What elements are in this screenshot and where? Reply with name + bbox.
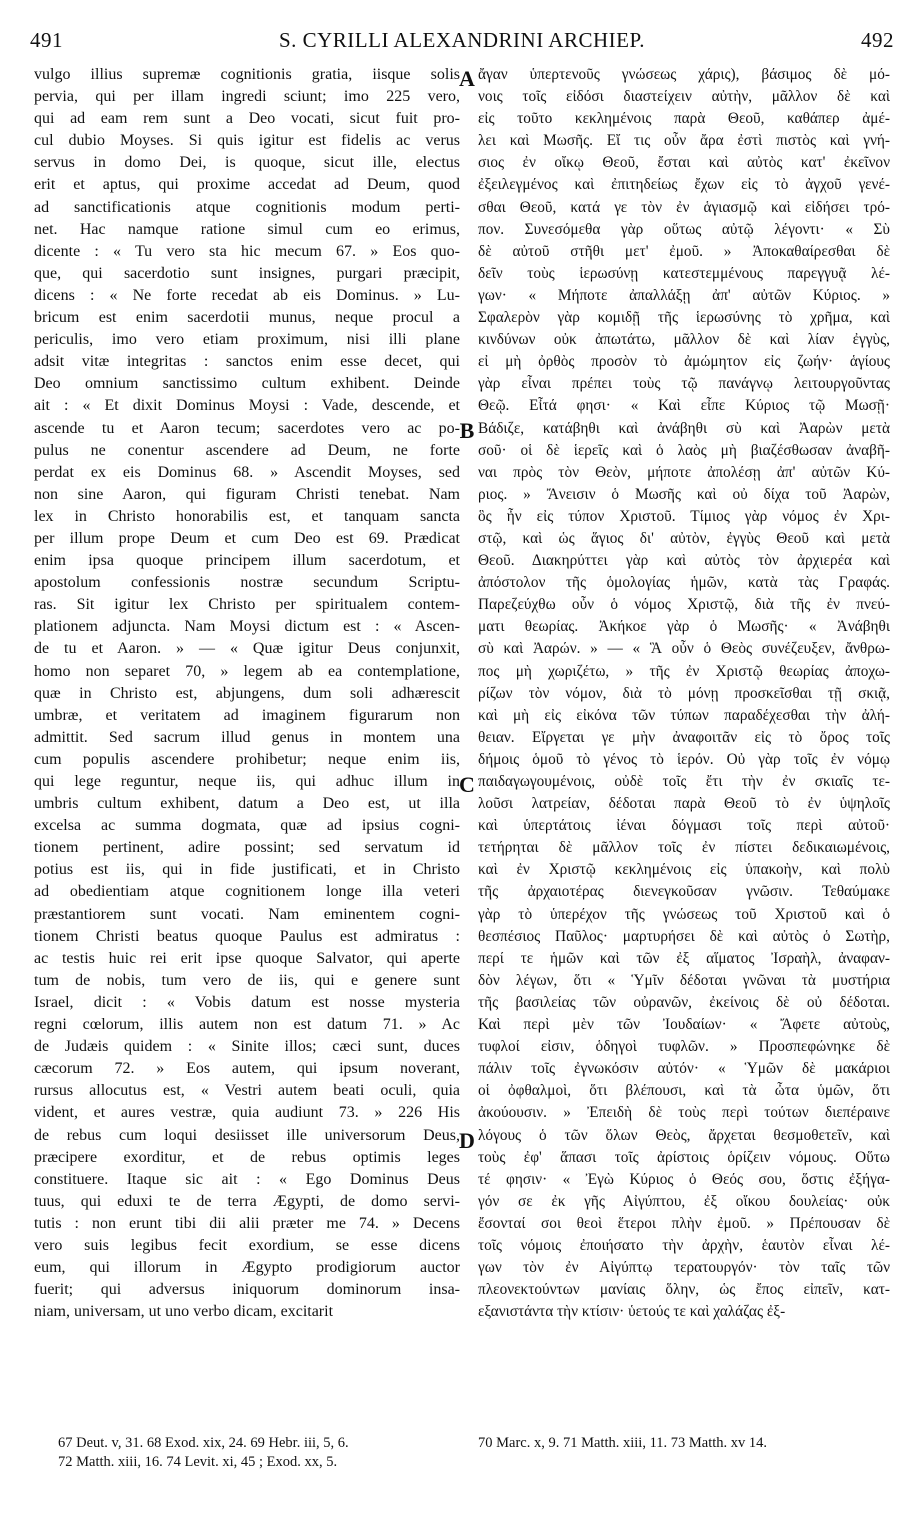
text-line: δεῖν τοὺς ἱερωσύνῃ κατεστεμμένους παρεγγυᾷ λέ- — [478, 264, 890, 282]
text-line: οἱ ὀφθαλμοὶ, ὅτι βλέπουσι, καὶ τὰ ὦτα ὑμῶν, ὅτι — [478, 1082, 890, 1100]
text-line: præcipere exorditur, et de rebus optimis leges — [34, 1148, 460, 1166]
text-line: tionem Christi beatus quoque Paulus est admiratus : — [34, 927, 460, 945]
text-line: dicens : « Ne forte recedat ab eis Dominus. » Lu- — [34, 286, 460, 304]
text-line: θειαν. Εἴργεται γε μὴν ἀναφοιτᾶν εἰς τὸ ὄρος τοῖς — [478, 728, 890, 746]
text-line: cul dubio Moyses. Si quis igitur est fidelis ac verus — [34, 132, 460, 150]
text-line: enim ipsa quoque principem illum sacerdotum, et — [34, 552, 460, 570]
text-line: ἄγαν ὑπερτενοῦς γνώσεως χάρις), βάσιμος δὲ μό- — [478, 66, 890, 83]
text-line: εἰ μὴ ὀρθὸς προσὸν τὸ ἀμώμητον εἰς ζωήν· ἁγίους — [478, 353, 890, 371]
text-line: per illum prope Deum et cum Deo est 69. Prædicat — [34, 529, 460, 547]
text-line: θεσπέσιος Παῦλος· μαρτυρήσει δὲ καὶ αὐτὸς ὁ Σωτὴρ, — [478, 927, 890, 945]
text-line: excelsa ac summa dogmata, quæ ad ipsius cogni- — [34, 817, 460, 835]
text-line: γων· « Μήποτε ἀπαλλάξῃ ἀπ' αὐτῶν Κύριος. » — [478, 286, 890, 304]
greek-column — [478, 64, 890, 1323]
text-line: Israel, dicit : « Vobis datum est nosse mysteria — [34, 993, 460, 1011]
text-line: σοῦ· οἱ δὲ ἱερεῖς καὶ ὁ λαὸς μὴ βιαζέσθωσαν ἀναβῆ- — [478, 441, 890, 459]
text-line: constituere. Itaque sic ait : « Ego Dominus Deus — [34, 1170, 460, 1188]
text-line: dicente : « Tu vero sta hic mecum 67. » Eos quo- — [34, 242, 460, 260]
text-line: qui lege reguntur, neque iis, qui adhuc illum in — [34, 773, 460, 790]
running-title: S. CYRILLI ALEXANDRINI ARCHIEP. — [278, 28, 646, 52]
text-line: πον. Συνεσόμεθα γὰρ οὕτως αὐτῷ λέγοντι· « Σὺ — [478, 220, 890, 238]
text-line: λει καὶ Μωσῆς. Εἴ τις οὖν ἄρα ἐστὶ πιστὸς καὶ γνή- — [478, 132, 890, 150]
margin-letter-d: D — [459, 1128, 475, 1153]
footnote-line: 67 Deut. v, 31. 68 Exod. xix, 24. 69 Hebr. iii, 5, 6. — [58, 1435, 349, 1451]
text-line: ρίζων τὸν νόμον, διὰ τὸ μόνῃ προσκεῖσθαι τῇ σκιᾷ, — [478, 684, 890, 702]
text-line: tionem pertinent, adire possint; sed servatum id — [34, 839, 460, 857]
text-line: πλεονεκτούντων μανίαις ὅλην, ὡς ἔπος εἰπεῖν, κατ- — [478, 1281, 890, 1299]
footnotes-right — [478, 1434, 890, 1453]
text-line: ναι πρὸς τὸν Θεὸν, μήποτε ἀπολέσῃ ἀπ' αὐτῶν Κύ- — [478, 463, 890, 481]
text-line: τῆς ἀρχαιοτέρας διενεγκοῦσαν γνῶσιν. Τεθαύμακε — [478, 883, 890, 901]
text-line: παιδαγωγουμένοις, οὐδὲ τοῖς ἔτι τὴν ἐν σκιαῖς τε- — [478, 773, 890, 790]
text-line: καὶ μὴ εἰς εἰκόνα τῶν τύπων παραδέχεσθαι τὴν ἀλή- — [478, 706, 890, 724]
text-line: cum populis ascendere prohibetur; neque enim iis, — [34, 750, 460, 768]
running-header — [30, 28, 894, 58]
text-line: νοις τοῖς εἰδόσι διαστείχειν αὐτὴν, μᾶλλον δὲ καὶ — [478, 88, 890, 106]
text-line: καὶ ἐν Χριστῷ κεκλημένοις εἰς ὑπακοὴν, καὶ πολὺ — [478, 861, 890, 879]
text-line: τετήρηται δὲ μᾶλλον τοῖς ἐν πίστει δεδικαιωμένοις, — [478, 839, 890, 857]
text-line: ad obedientiam atque cognitionem longe illa veteri — [34, 883, 460, 901]
margin-letter-c: C — [459, 772, 475, 797]
footnotes-left — [58, 1434, 468, 1472]
text-line: γων τὸν ἐν Αἰγύπτῳ τερατουργόν· τὸν ταῖς τῶν — [478, 1259, 890, 1277]
text-line: δὲ αὐτοῦ στῆθι μετ' ἐμοῦ. » Ἀποκαθαίρεσθαι δὲ — [478, 242, 890, 260]
text-line: περί τε ἡμῶν καὶ τῶν ἐξ αἵματος Ἰσραὴλ, ἀναφαν- — [478, 949, 890, 967]
text-line: Καὶ περὶ μὲν τῶν Ἰουδαίων· « Ἄφετε αὐτοὺς, — [478, 1016, 890, 1034]
text-line: cæcorum 72. » Eos autem, qui ipsum noverant, — [34, 1060, 460, 1078]
text-line: de tu et Aaron. » — « Quæ igitur Deus conjunxit, — [34, 640, 460, 658]
text-line: de rebus cum loqui desiisset ille universorum Deus, — [34, 1126, 460, 1144]
text-line: lex in Christo honorabilis est, et tanquam sancta — [34, 507, 460, 525]
text-line: perdat ex eis Dominus 68. » Ascendit Moyses, sed — [34, 463, 460, 481]
text-line: tuus, qui eduxi te de terra Ægypti, de domo servi- — [34, 1192, 460, 1210]
text-line: γόν σε ἐκ γῆς Αἰγύπτου, ἐξ οἴκου δουλείας· οὐκ — [478, 1192, 890, 1210]
text-line: regni cœlorum, illis autem non est datum 71. » Ac — [34, 1016, 460, 1034]
text-line: homo non separet 70, » legem ab ea contemplatione, — [34, 662, 460, 680]
text-line: Deo omnium sanctissimo cultum exhibent. Deinde — [34, 375, 460, 393]
text-line: γὰρ τὸ ὑπερέχον τῆς γνώσεως τοῦ Χριστοῦ καὶ ὁ — [478, 905, 890, 923]
text-line: ματι θεωρίας. Ἀκήκοε γὰρ ὁ Μωσῆς· « Ἀνάβηθι — [478, 618, 890, 636]
text-line: σὺ καὶ Ἀαρών. » — « Ἃ οὖν ὁ Θεὸς συνέζευξεν, ἄνθρω- — [478, 640, 890, 658]
text-line: γὰρ εἶναι πρέπει τοὺς τῷ πανάγνῳ λειτουργοῦντας — [478, 375, 890, 393]
margin-letter-a: A — [459, 66, 475, 91]
footnote-line: 72 Matth. xiii, 16. 74 Levit. xi, 45 ; Exod. xx, 5. — [58, 1454, 338, 1470]
text-line: Θεοῦ. Διακηρύττει γὰρ καὶ αὐτὸς τὸν ἀρχιερέα καὶ — [478, 552, 890, 570]
latin-column — [34, 64, 460, 1323]
text-line: ἔσονταί σοι θεοὶ ἕτεροι πλὴν ἐμοῦ. » Πρέπουσαν δὲ — [478, 1214, 890, 1232]
text-line: καὶ ὑπερτάτοις ἰέναι δόγμασι τοῖς περὶ αὐτοῦ· — [478, 817, 890, 835]
text-line: ad sanctificationis atque cognitionis modum perti- — [34, 198, 460, 216]
text-line: umbræ, et veritatem ad imaginem figurarum non — [34, 706, 460, 724]
text-line: σιος ἐν οἴκῳ Θεοῦ, ἔσται καὶ αὐτὸς κατ' ἐκεῖνον — [478, 154, 890, 172]
text-line: vero suis legibus fecit exordium, se esse dicens — [34, 1236, 460, 1254]
text-line: τῆς βασιλείας τῶν οὐρανῶν, ἐκείνοις δὲ οὐ δέδοται. — [478, 993, 890, 1011]
text-line: δήμοις ὁμοῦ τὸ γένος τὸ ἱερόν. Οὐ γὰρ τοῖς ἐν νόμῳ — [478, 750, 890, 768]
text-line: ras. Sit igitur lex Christo per spiritualem contem- — [34, 596, 460, 614]
text-line: λόγους ὁ τῶν ὅλων Θεὸς, ἄρχεται θεσμοθετεῖν, καὶ — [478, 1126, 890, 1144]
text-line: vident, et aures vestræ, quia audiunt 73. » 226 His — [34, 1104, 460, 1122]
text-line: στῷ, καὶ ὡς ἅγιος δι' αὐτὸν, ἐγγὺς Θεοῦ καὶ μετὰ — [478, 529, 890, 547]
text-line: ὃς ἦν εἰς τύπον Χριστοῦ. Τίμιος γὰρ νόμος ἐν Χρι- — [478, 507, 890, 525]
text-line: rursus allocutus est, « Vestri autem beati oculi, quia — [34, 1082, 460, 1100]
text-line: tum de nobis, tum vero de iis, qui e genere sunt — [34, 971, 460, 989]
text-line: εξανιστάντα τὴν κτίσιν· ὑετούς τε καὶ χαλάζας ἐξ- — [478, 1303, 786, 1321]
text-line: quæ in Christo est, abjungens, dum soli adhærescit — [34, 684, 460, 702]
text-line: eum, qui illorum in Ægypto prodigiorum auctor — [34, 1259, 460, 1277]
text-line: erit et aptus, qui proxime accedat ad Deum, quod — [34, 176, 460, 194]
text-line: niam, universam, ut uno verbo dicam, excitarit — [34, 1303, 334, 1321]
text-line: τέ φησιν· « Ἐγὼ Κύριος ὁ Θεός σου, ὅστις ἐξήγα- — [478, 1170, 890, 1188]
text-line: ριος. » Ἄνεισιν ὁ Μωσῆς καὶ οὐ δίχα τοῦ Ἀαρὼν, — [478, 485, 890, 503]
text-line: Θεῷ. Εἶτά φησι· « Καὶ εἶπε Κύριος τῷ Μωσῇ· — [478, 397, 890, 415]
text-line: admittit. Sed sacrum illud genus in montem una — [34, 728, 460, 746]
text-line: net. Hac namque ratione simul cum eo erimus, — [34, 220, 460, 238]
text-line: que, qui sacerdotio sunt insignes, purgari præcipit, — [34, 264, 460, 282]
page-number-right: 492 — [861, 28, 894, 52]
text-line: non sine Aaron, qui figuram Christi tenebat. Nam — [34, 485, 460, 503]
text-line: Παρεζεύχθω οὖν ὁ νόμος Χριστῷ, διὰ τῆς ἐν πνεύ- — [478, 596, 890, 614]
text-line: Σφαλερὸν γὰρ κομιδῇ τῆς ἱερωσύνης τὸ χρῆμα, καὶ — [478, 309, 890, 327]
text-line: bricum est enim sacerdotii munus, neque procul a — [34, 309, 460, 327]
text-line: ascende tu et Aaron tecum; sacerdotes vero ac po- — [34, 419, 460, 437]
margin-letter-b: B — [459, 418, 475, 443]
text-line: tutis : non erunt tibi dii alii præter me 74. » Decens — [34, 1214, 460, 1232]
text-line: qui ad eam rem sunt a Deo vocati, sicut fuit pro- — [34, 110, 460, 128]
text-line: potius est iis, qui in fide justificati, et in Christo — [34, 861, 460, 879]
text-line: τυφλοί εἰσιν, ὁδηγοὶ τυφλῶν. » Προσπεφώνηκε δὲ — [478, 1038, 890, 1056]
text-line: σθαι Θεοῦ, κατά γε τὸν ἐν ἁγιασμῷ καὶ εἰδήσει τρό- — [478, 198, 890, 216]
text-line: vulgo illius supremæ cognitionis gratia, iisque solis — [34, 66, 460, 83]
text-line: ἀκούουσιν. » Ἐπειδὴ δὲ τοὺς περὶ τούτων διεπέραινε — [478, 1104, 890, 1122]
text-line: periculis, imo vero etiam proximum, nisi illi plane — [34, 331, 460, 349]
text-line: εἰς τοῦτο κεκλημένοις παρὰ Θεοῦ, καθάπερ ἀμέ- — [478, 110, 890, 128]
text-line: ἐξειλεγμένος καὶ ἐπιτηδείως ἔχων εἰς τὸ ἀγχοῦ γενέ- — [478, 176, 890, 194]
text-line: apostolum confessionis nostræ secundum Scriptu- — [34, 574, 460, 592]
text-line: præstantiorem sunt vocati. Nam eminentem cogni- — [34, 905, 460, 923]
text-line: ait : « Et dixit Dominus Moysi : Vade, descende, et — [34, 397, 460, 415]
text-line: ἀπόστολον τῆς ὁμολογίας ἡμῶν, κατὰ τὰς Γραφάς. — [478, 574, 890, 592]
text-line: pervia, qui per illam ingredi sciunt; imo 225 vero, — [34, 88, 460, 106]
text-line: servus in domo Dei, is quoque, sicut ille, electus — [34, 154, 460, 172]
text-line: δὸν λέγων, ὅτι « Ὑμῖν δέδοται γνῶναι τὰ μυστήρια — [478, 971, 890, 989]
text-line: plationem adjuncta. Nam Moysi dictum est : « Ascen- — [34, 618, 460, 636]
text-line: de Judæis quidem : « Sinite illos; cæci sunt, duces — [34, 1038, 460, 1056]
text-line: τοὺς ἐφ' ἅπασι τοῖς ἀρίστοις ὁρίζειν νόμους. Οὕτω — [478, 1148, 890, 1166]
text-line: κινδύνων οὐκ ἀπωτάτω, μᾶλλον δὲ καὶ λίαν ἐγγὺς, — [478, 331, 890, 349]
text-line: fuerit; qui adversus iniquorum dominorum insa- — [34, 1281, 460, 1299]
text-line: πος μὴ χωριζέτω, » τῆς ἐν Χριστῷ θεωρίας ἀποχω- — [478, 662, 890, 680]
text-line: adsit vitæ integritas : sanctos enim esse decet, qui — [34, 353, 460, 371]
text-line: umbris cultum exhibent, datum a Deo est, ut illa — [34, 795, 460, 813]
footnote-line: 70 Marc. x, 9. 71 Matth. xiii, 11. 73 Matth. xv 14. — [478, 1435, 768, 1451]
text-line: τοῖς νόμοις ἐποιήσατο τὴν ἀρχὴν, ἑαυτὸν εἶναι λέ- — [478, 1236, 890, 1254]
text-line: ac testis huic rei erit ipse quoque Salvator, qui aperte — [34, 949, 460, 967]
text-line: Βάδιζε, κατάβηθι καὶ ἀνάβηθι σὺ καὶ Ἀαρὼν μετὰ — [478, 419, 890, 437]
text-line: πάλιν τοῖς ἐγνωκόσιν αὐτόν· « Ὑμῶν δὲ μακάριοι — [478, 1060, 890, 1078]
text-line: λοῦσι λατρείαν, δέδοται παρὰ Θεοῦ τὸ ἐν ὑψηλοῖς — [478, 795, 890, 813]
text-line: pulus ne conentur ascendere ad Deum, ne forte — [34, 441, 460, 459]
page-number-left: 491 — [30, 28, 63, 52]
